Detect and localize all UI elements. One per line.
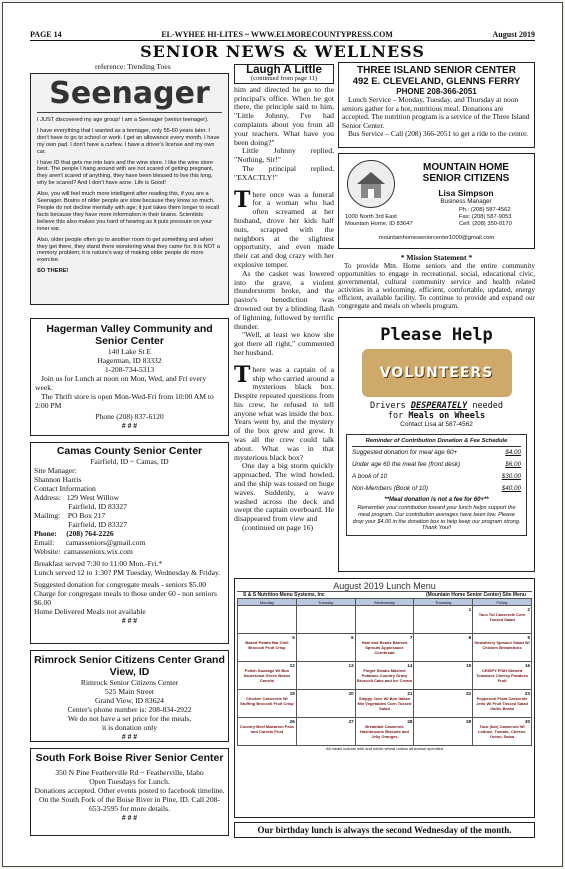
calendar-date: 29 (466, 719, 472, 724)
camas-contact-line: Address: 129 West Willow (34, 493, 120, 502)
camas-contact-line: Fairfield, ID 83327 (34, 520, 128, 529)
laugh-title: Laugh A Little (246, 64, 322, 76)
calendar-cell (355, 690, 414, 718)
dropcap-t2: T (234, 361, 251, 388)
menu-site: (Mountain Home Senior Center) Site Menu (425, 592, 526, 598)
calendar-cell (238, 662, 297, 690)
calendar-meal: Chicken Casserole W/ Stuffing Broccoli Fruit Crisp (240, 696, 294, 706)
calendar-cell (473, 690, 532, 718)
calendar-week (238, 606, 532, 634)
camas-end: # # # (121, 616, 138, 625)
rimrock-body (34, 678, 225, 732)
seenager-paragraph: I have ID that gets me into bars and the wine store. I like the wine store best. The people I hang around with are not scared of getting pregnant, they aren't scared of anything, they have been blessed to live this long, why be scared? And I don't have acne. Life is Good! (37, 159, 214, 187)
calendar-cell (473, 634, 532, 662)
hagerman-article (30, 318, 229, 436)
southfork-end: # # # (121, 813, 138, 822)
laugh-p5: As the casket was lowered into the grave, a violent thunderstorm broke, and the pastor's benediction was drowned out by a blinding flash of lightning, followed by terrific thunder. (234, 268, 334, 331)
donation-label: Under age 60 the meal fee (front desk) (352, 461, 461, 468)
calendar-date: 6 (351, 635, 354, 640)
donation-row (352, 471, 521, 483)
dropcap-t: T (234, 186, 251, 213)
donation-label: A book of 10 (352, 473, 388, 480)
issue-date: August 2019 (492, 30, 535, 39)
volunteers-text: VOLUNTEERS (379, 365, 494, 381)
calendar-meal: Country Beef Macaroni Peas and Carrots Fruit (239, 724, 295, 734)
drivers-text-3: needed (467, 401, 504, 411)
birthday-notice: Our birthday lunch is always the second Wednesday of the month. (234, 822, 535, 838)
calendar-week (238, 662, 532, 690)
laugh-p8: One day a big storm quickly approached. The wind howled, and the ship was tossed on huge waves. Suddenly, a wave washed across the deck and swept the captain overboard. He disappeared from view and (234, 461, 334, 524)
hagerman-title: Hagerman Valley Community and Senior Center (46, 323, 213, 347)
camas-donation: Suggested donation for congregate meals - seniors $5.00 (34, 580, 207, 589)
mh-fax: Fax: (208) 587-9053 (459, 214, 512, 220)
threeisland-lunch: Lunch Service – Monday, Tuesday, and Thursday at noon seniors gather for a hot, nutritious meal. Donations are accepted. The nutrition program is a service of the Three Island Senior Center. (342, 95, 530, 130)
calendar-meal: Baked Potato Bar Chili Broccoli Fruit Crisp (245, 640, 289, 650)
calendar-day-header: Monday (238, 599, 297, 606)
hagerman-lunch: Join us for Lunch at noon on Mon, Wed, and Fri every week. (35, 374, 207, 392)
camas-lunch: Lunch served 12 to 1:30? PM Tuesday, Wednesday & Friday. (34, 568, 221, 577)
camas-charge: Charge for congregate meals to those under 60 - non seniors $6.00 (34, 589, 217, 607)
calendar-cell (238, 606, 297, 634)
camas-breakfast: Breakfast served 7:30 to 11:00 Mon.-Fri.* (34, 559, 163, 568)
calendar-date: 27 (348, 719, 354, 724)
calendar-cell (296, 718, 355, 746)
camas-contact-line: Site Manager: (34, 466, 77, 475)
calendar-cell (414, 606, 473, 634)
paper-name: EL-WYHEE HI-LITES ~ WWW.ELMORECOUNTYPRESS.COM (161, 30, 393, 39)
calendar-cell (473, 718, 532, 746)
calendar-week (238, 718, 532, 746)
hagerman-phone: 1-208-734-5313 (104, 365, 155, 374)
calendar-date: 22 (466, 691, 472, 696)
rimrock-line: Center's phone number is: 208-834-2922 (67, 705, 192, 714)
calendar-date: 9 (527, 635, 530, 640)
hagerman-thrift: The Thrift store is open Mon-Wed-Fri from 10:00 AM to 2:00 PM (35, 392, 214, 410)
menu-calendar (237, 598, 532, 746)
mission-title: * Mission Statement * (400, 253, 473, 262)
southfork-details: Donations accepted. Other events posted to facebook timeline. On the South Fork of the Boise River in Pine, ID. Call 208-653-2595 for more details. (34, 786, 225, 813)
meals-text-2: Meals on Wheels (408, 411, 486, 421)
calendar-cell (355, 606, 414, 634)
calendar-meal: Polish Sausage W/ Bun Sauerkraut Green Beans Carrots (243, 668, 291, 683)
calendar-cell (473, 606, 532, 634)
calendar-date: 15 (466, 663, 472, 668)
mh-phone: Ph.: (208) 587-4562 (459, 207, 511, 213)
page-number: PAGE 14 (30, 30, 62, 39)
donation-amount: $30.00 (501, 473, 521, 480)
donation-rows (352, 447, 521, 495)
rimrock-title: Rimrock Senior Citizens Center Grand View, ID (34, 654, 225, 678)
laugh-p4: here once was a funeral for a woman who had often screamed at her husband, drove her kids half nuts, scrapped with the neighbors at the slightest opportunity, and even made their cat and dog crazy with her explosive temper. (234, 189, 334, 269)
camas-contact-line: Fairfield, ID 83327 (34, 502, 128, 511)
calendar-meal: CRISPY FISH Stewed Tomatoes Cheesy Potatoes Fruit (476, 668, 529, 683)
calendar-date: 1 (468, 607, 472, 612)
rimrock-line: We do not have a set price for the meals, (67, 714, 192, 723)
laugh-continued: (continued from page 11) (251, 74, 317, 82)
camas-subtitle: Fairfield, ID ~ Camas, ID (90, 457, 169, 466)
seenager-paragraph: I JUST discovered my age group! I am a Seenager (senior teenager). (37, 117, 209, 123)
calendar-meal: Finger Steaks Mashed Potatoes Country Gravy Broccoli Cake and Ice Cream (356, 668, 413, 683)
rimrock-line: Rimrock Senior Citizens Center (80, 678, 179, 687)
calendar-cell (355, 662, 414, 690)
mountainhome-card (338, 153, 535, 249)
calendar-date: 16 (524, 663, 530, 668)
hagerman-address: 140 Lake St E (107, 347, 152, 356)
laugh-next: (continued on page 16) (242, 523, 314, 533)
calendar-week (238, 690, 532, 718)
threeisland-phone: PHONE 208-366-2051 (396, 87, 477, 96)
mh-cell: Cell: (208) 350-0170 (459, 221, 512, 227)
volunteers-banner (362, 349, 512, 397)
camas-article (30, 442, 229, 644)
threeisland-bus: Bus Service – Call (208) 366-2051 to get a ride to the center. (348, 129, 528, 138)
calendar-date: 13 (348, 663, 354, 668)
seenager-closing: SO THERE! (37, 268, 69, 275)
seenager-body (37, 117, 222, 264)
house-icon (351, 164, 391, 204)
southfork-article (30, 748, 229, 836)
calendar-date: 30 (524, 719, 530, 724)
laugh-p7: here was a captain of a ship who carried around a mysterious black box. Despite repeated questions from his crew, he refused to tell anyone what was inside the box. Years went by, and the mystery of the box grew and grew. It was all the crew could talk about. What was in that mysterious black box? (234, 364, 334, 462)
calendar-meal: Sloppy Joes W/ Bun Italian Mix Vegetables Corn Tossed Salad (357, 696, 412, 711)
donation-amount: $4.00 (505, 449, 521, 456)
rimrock-end: # # # (121, 732, 138, 741)
calendar-day-header: Wednesday (355, 599, 414, 606)
meals-text-1: for (387, 411, 409, 421)
laugh-article (234, 64, 334, 574)
calendar-cell (355, 718, 414, 746)
calendar-cell (355, 634, 414, 662)
donation-label: Suggested donation for meal age 60+ (352, 449, 458, 456)
southfork-hours: Open Tuesdays for Lunch. (89, 777, 170, 786)
calendar-date: 26 (289, 719, 295, 724)
seenager-title: Seenager (49, 76, 210, 111)
hagerman-city: Hagerman, ID 83332 (97, 356, 162, 365)
donation-heading: Reminder of Contribution Donation & Fee Schedule (352, 438, 521, 447)
hagerman-end: # # # (121, 421, 138, 430)
please-help-contact: Contact Lisa at 587-4562 (400, 421, 473, 428)
seenager-paragraph: I have everything that I wanted as a teenager, only 55-60 years later. I don't have to go to school or work. I get an allowance every month. I have my own pad. I don't have a curfew. I have a driver's license and my own car. (37, 127, 220, 155)
lunch-menu (234, 578, 535, 818)
calendar-date: 20 (348, 691, 354, 696)
calendar-cell (296, 606, 355, 634)
calendar-cell (238, 718, 297, 746)
camas-contact-line: Mailing: PO Box 217 (34, 511, 106, 520)
laugh-p2: Little Johnny replied, "Nothing, Sir!" (234, 146, 334, 165)
calendar-date: 7 (409, 635, 413, 640)
calendar-cell (414, 718, 473, 746)
calendar-cell (414, 634, 473, 662)
drivers-text-1: Drivers (369, 401, 411, 411)
hagerman-thrift-phone: Phone (208) 837-6120 (95, 412, 164, 421)
page-header (30, 30, 535, 39)
camas-contact-line: Shannon Harris (34, 475, 82, 484)
donation-note: **Meal donation is not a fee for 60+** (384, 497, 489, 503)
mh-title-1: MOUNTAIN HOME (423, 162, 509, 173)
rimrock-line: 525 Main Street (105, 687, 154, 696)
mh-address-2: Mountain Home, ID 83647 (345, 221, 413, 227)
drivers-needed (342, 401, 531, 421)
donation-row (352, 483, 521, 495)
header-rule (30, 40, 535, 41)
laugh-p3: The principal replied, "EXACTLY!" (234, 163, 334, 182)
calendar-cell (414, 662, 473, 690)
calendar-cell (414, 690, 473, 718)
calendar-date: 14 (407, 663, 413, 668)
calendar-meal: Strawberry Spinach Salad W/ Chicken Breadsticks (474, 640, 530, 650)
seenager-article (30, 73, 229, 305)
donation-row (352, 447, 521, 459)
calendar-date: 12 (289, 663, 295, 668)
calendar-cell (238, 690, 297, 718)
calendar-meal: Pepperoni Pizza Casserole Jello W/ Fruit Tossed Salad Garlic Bread (476, 696, 528, 711)
donation-label: Non-Members (Book of 10) (352, 485, 428, 492)
calendar-week (238, 634, 532, 662)
mh-manager-name: Lisa Simpson (438, 188, 494, 198)
rimrock-line: Grand View, ID 83624 (95, 696, 164, 705)
please-help-title: Please Help (380, 325, 493, 345)
calendar-meal: Breakfast Casserole Hashbrowns Biscuits and Jelly Oranges (360, 724, 409, 739)
threeisland-address: 492 E. CLEVELAND, GLENNS FERRY (352, 76, 521, 87)
mission-statement (338, 253, 535, 313)
calendar-cell (296, 662, 355, 690)
donation-row (352, 459, 521, 471)
menu-footnote: All meals include milk and whole wheat unless otherwise specified (325, 746, 444, 751)
calendar-cell (238, 634, 297, 662)
calendar-date: 28 (407, 719, 413, 724)
drivers-text-2: DESPERATELY (410, 401, 468, 411)
camas-contact-line: Contact Information (34, 484, 96, 493)
calendar-cell (473, 662, 532, 690)
camas-delivery: Home Delivered Meals not available (34, 607, 146, 616)
mh-address-1: 1000 North 3rd East (345, 214, 397, 220)
camas-contact (34, 466, 225, 556)
calendar-cell (296, 634, 355, 662)
threeisland-article (338, 62, 535, 148)
donation-schedule (346, 434, 527, 536)
donation-amount: $6.00 (505, 461, 521, 468)
mh-manager-role: Business Manager (440, 198, 492, 205)
calendar-meal: Taco (bar) Casserole W/ Lettuce, Tomato, Cheese, Onion, Salsa (478, 724, 527, 739)
camas-contact-line: Website: camasseniors.wix.com (34, 547, 133, 556)
southfork-title: South Fork Boise River Senior Center (35, 752, 224, 764)
calendar-day-header: Thursday (414, 599, 473, 606)
camas-title: Camas County Senior Center (56, 445, 203, 457)
camas-contact-line: Phone: (208) 764-2226 (34, 529, 114, 538)
laugh-p1: him and directed he go to the principal's office. When he got there, the principle said to him, "Little Johnny, I've had complaints about you from all your teachers. What have you been doing?" (234, 84, 334, 147)
calendar-day-header: Friday (473, 599, 532, 606)
calendar-meal: Ham and Beans Braised Sprouts Applesauce Cornbread (361, 640, 408, 655)
please-help-ad (338, 317, 535, 572)
donation-amount: $40.00 (501, 485, 521, 492)
calendar-meal: Taco Tot Casserole Corn Tossed Salad (478, 612, 526, 622)
mh-title-2: SENIOR CITIZENS (422, 173, 510, 184)
calendar-date: 5 (292, 635, 295, 640)
section-title: SENIOR NEWS & WELLNESS (140, 42, 425, 61)
threeisland-title: THREE ISLAND SENIOR CENTER (357, 65, 516, 76)
camas-contact-line: Email: camasseniors@gmail.com (34, 538, 146, 547)
donation-footer: Remember your contribution toward your lunch helps support the meal program. Our contribution averages have been low. Please drop your $4.00 in the donation box to help keep our program strong. Thank You!! (352, 505, 521, 532)
mh-email: mountainhomeseniorcenter1000@gmail.com (378, 235, 495, 241)
calendar-cell (296, 690, 355, 718)
mission-text: To provide Mtn. Home seniors and the entire community opportunities to engage in recreational, social, educational civic, governmental, cultural community service and health related activities in a welcoming, efficient, comfortable, updated, energy efficient, available facility. To continue to provide and expand our congregate and meals on wheels program. (338, 262, 535, 311)
senior-center-logo (347, 160, 395, 208)
calendar-date: 2 (527, 607, 530, 612)
calendar-date: 19 (289, 691, 295, 696)
seenager-reference: reference: Trending Toes (95, 62, 171, 71)
seenager-paragraph: Also, you will feel much more intelligent after reading this, if you are a Seenager. Brains of older people are slow because they know so much. People do not decline mentally with age; it just takes them longer to recall facts because they have more information in their brains. Scientists believe this also makes you hard of hearing as it puts pressure on your inner ear. (37, 191, 219, 232)
rimrock-line: it is donation only (101, 723, 158, 732)
seenager-paragraph: Also, older people often go to another room to get something and when they get there, they stand there wondering what they came for. It is NOT a memory problem; it is nature's way of making older people do more exercise. (37, 236, 221, 264)
menu-title: August 2019 Lunch Menu (333, 581, 436, 591)
menu-vendor: S & S Nutrition Menu Systems, Inc (243, 592, 325, 598)
calendar-date: 23 (524, 691, 530, 696)
southfork-address: 350 N Pine Featherville Rd ~ Featherville, Idaho (55, 768, 204, 777)
laugh-p6: "Well, at least we know she got there all right," commented her husband. (234, 330, 334, 357)
calendar-date: 8 (468, 635, 472, 640)
rimrock-article (30, 650, 229, 742)
calendar-day-header: Tuesday (296, 599, 355, 606)
menu-header (237, 591, 532, 598)
calendar-date: 21 (407, 691, 413, 696)
